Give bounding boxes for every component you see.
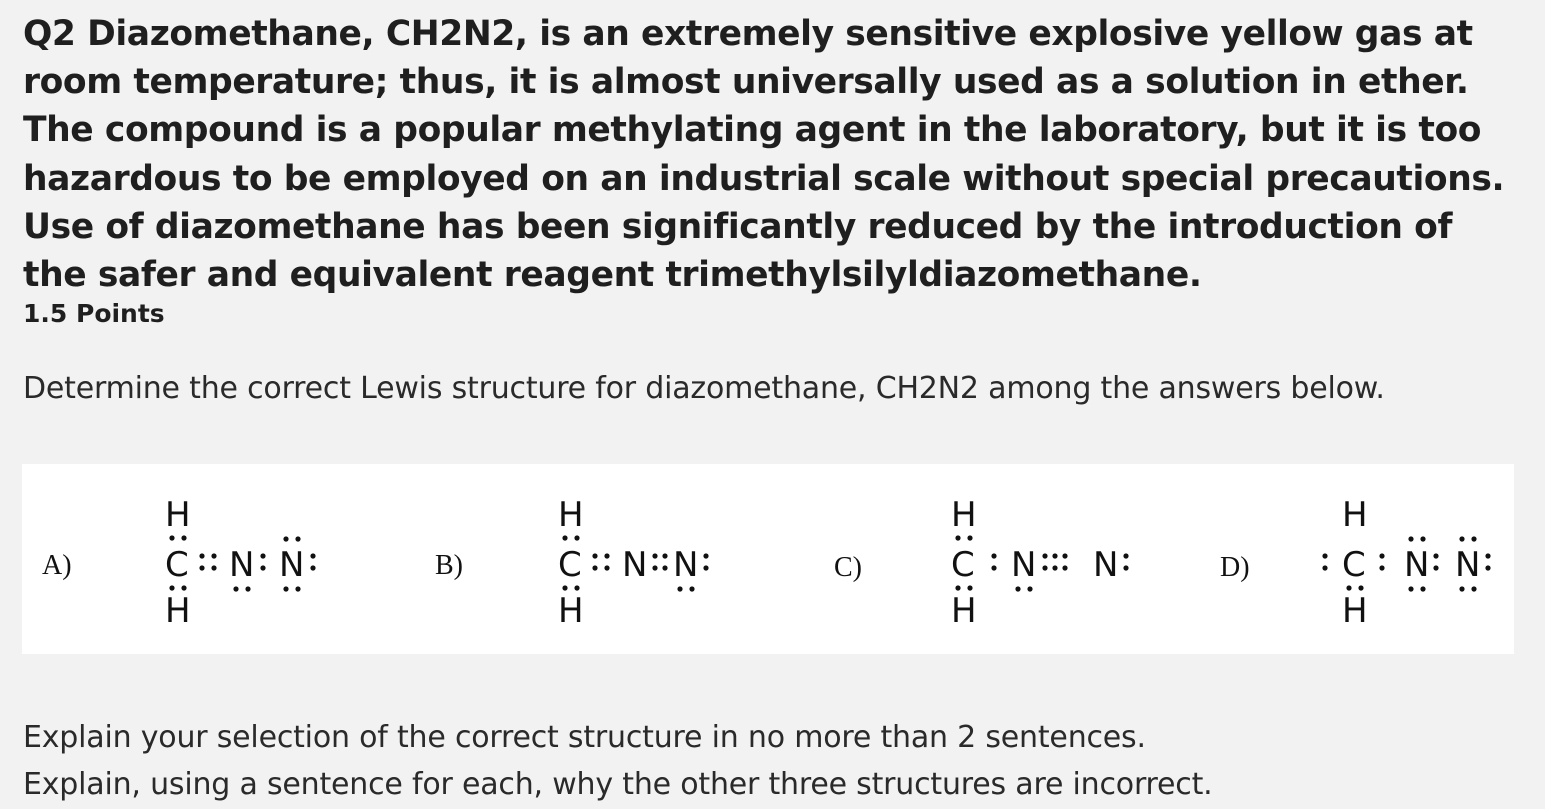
option-b-carbon: C xyxy=(558,545,582,585)
points-label: 1.5 Points xyxy=(23,299,165,328)
question-title: Q2 Diazomethane, CH2N2, is an extremely sensitive explosive yellow gas at room temperature; thus, it is almost universally used as a solution in ether. The compound is a popular methylating agent in the laboratory, but it is too hazardous to be employed on an industrial scale without special precautions. Use of diazomethane has been significantly reduced by the introduction of the safer and equivalent reagent trimethylsilyldiazomethane. xyxy=(23,14,1505,296)
option-a[interactable] xyxy=(42,495,316,631)
option-b-nitrogen-2: N xyxy=(673,545,699,585)
lewis-structures-figure xyxy=(22,464,1514,654)
option-a-carbon: C xyxy=(165,545,189,585)
option-b-top-h: H xyxy=(558,495,584,535)
option-a-bottom-h: H xyxy=(165,591,191,631)
instruction-explain-selection: Explain your selection of the correct structure in no more than 2 sentences. xyxy=(23,720,1146,755)
option-a-top-h: H xyxy=(165,495,191,535)
option-d-label: D) xyxy=(1220,552,1250,583)
option-d-carbon: C xyxy=(1342,545,1366,585)
option-c[interactable] xyxy=(834,495,1129,631)
option-c-carbon: C xyxy=(951,545,975,585)
option-a-label: A) xyxy=(42,550,72,581)
option-c-bottom-h: H xyxy=(951,591,977,631)
option-a-nitrogen-1: N xyxy=(229,545,255,585)
option-d-nitrogen-2: N xyxy=(1455,545,1481,585)
option-d[interactable] xyxy=(1220,495,1491,631)
option-d-bottom-h: H xyxy=(1342,591,1368,631)
option-d-nitrogen-1: N xyxy=(1404,545,1430,585)
instruction-explain-incorrect: Explain, using a sentence for each, why the other three structures are incorrect. xyxy=(23,767,1213,802)
option-a-nitrogen-2: N xyxy=(279,545,305,585)
option-b[interactable] xyxy=(435,495,709,631)
option-b-bottom-h: H xyxy=(558,591,584,631)
option-d-top-h: H xyxy=(1342,495,1368,535)
option-c-label: C) xyxy=(834,552,862,583)
question-prompt: Determine the correct Lewis structure for diazomethane, CH2N2 among the answers below. xyxy=(23,371,1385,406)
option-b-label: B) xyxy=(435,550,463,581)
option-c-nitrogen-1: N xyxy=(1011,545,1037,585)
option-b-nitrogen-1: N xyxy=(622,545,648,585)
option-c-top-h: H xyxy=(951,495,977,535)
option-c-nitrogen-2: N xyxy=(1093,545,1119,585)
